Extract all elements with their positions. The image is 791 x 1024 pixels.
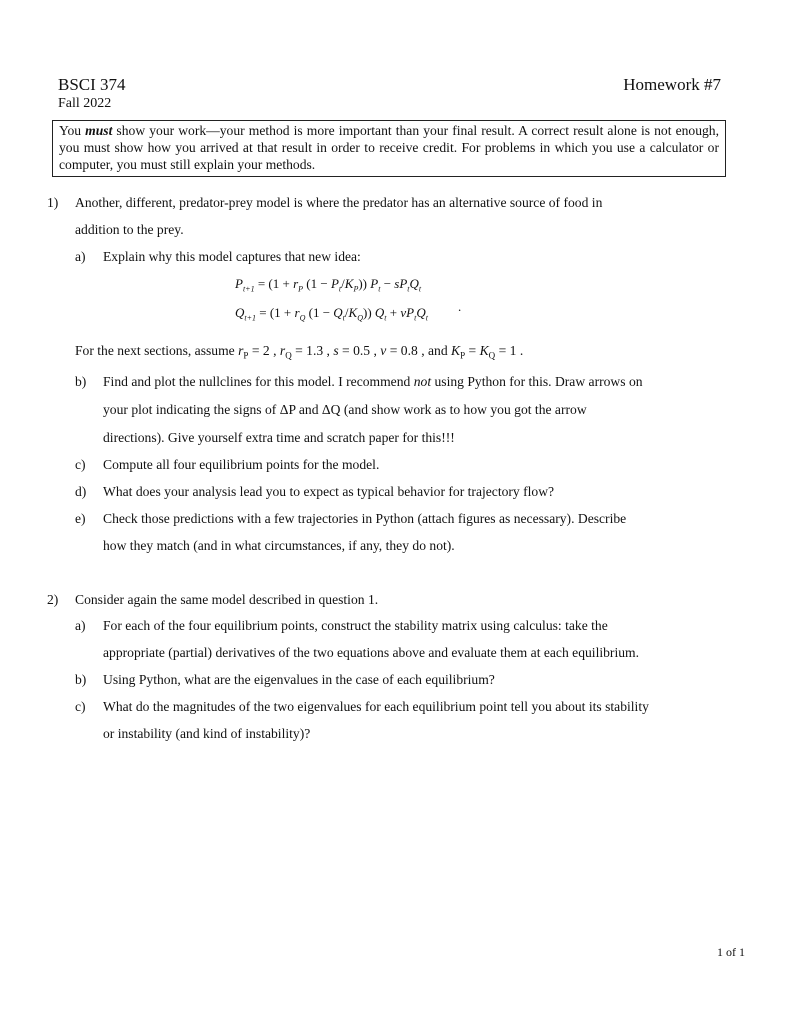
question-2-text: Consider again the same model described in question 1. [75, 592, 379, 607]
q1d-label: d) [75, 484, 87, 499]
q1c-text: Compute all four equilibrium points for the model. [103, 457, 380, 472]
question-1-number: 1) [47, 195, 59, 210]
parameter-assumptions: For the next sections, assume $r_P = 2$ , $r_Q = 1.3$ , s = 0.5 , v = 0.8 , and $K_P = K_Q = 1$ . [75, 343, 524, 361]
notice-emphasis: must [85, 123, 113, 138]
q1b-line-1: Find and plot the nullclines for this model. I recommend not using Python for this. Draw arrows on [103, 374, 643, 389]
equation-prey: $Q_{t+1} = (1 + r_Q$ $(1 - Q_t/K_Q)$) $Q_t + vP_tQ_t$ [235, 305, 428, 323]
q1e-line-1: Check those predictions with a few trajectories in Python (attach figures as necessary). Describe [103, 511, 627, 526]
q1e-line-2: how they match (and in what circumstances, if any, they do not). [103, 538, 455, 553]
equation-predator: $P_{t+1} = (1 + r_P$ $(1 - P_t/K_P)$) $P_t - sP_tQ_t$ [235, 276, 422, 294]
equation-period: . [458, 299, 462, 314]
q2c-line-1: What do the magnitudes of the two eigenvalues for each equilibrium point tell you about its stability [103, 699, 649, 714]
q1e-label: e) [75, 511, 86, 526]
q2c-line-2: or instability (and kind of instability)? [103, 726, 311, 741]
q2b-text: Using Python, what are the eigenvalues in the case of each equilibrium? [103, 672, 495, 687]
q1b-label: b) [75, 374, 87, 389]
q2a-line-2: appropriate (partial) derivatives of the two equations above and evaluate them at each equilibrium. [103, 645, 639, 660]
notice-text-rest: show your work—your method is more important than your final result. A correct result alone is not enough, you must show how you arrived at that result in order to receive credit. For problems in which you use a calculator or computer, you must still explain your methods. [59, 123, 719, 173]
q1b-line-3: directions). Give yourself extra time and scratch paper for this!!! [103, 430, 455, 445]
question-1-line-2: addition to the prey. [75, 222, 184, 237]
q1c-label: c) [75, 457, 86, 472]
page-number: 1 of 1 [717, 945, 745, 959]
term-label: Fall 2022 [58, 96, 112, 111]
q1a-label: a) [75, 249, 86, 264]
question-1-line-1: Another, different, predator-prey model is where the predator has an alternative source of food in [75, 195, 603, 210]
homework-title: Homework #7 [623, 75, 721, 94]
q2a-line-1: For each of the four equilibrium points, construct the stability matrix using calculus: take the [103, 618, 608, 633]
q2a-label: a) [75, 618, 86, 633]
question-2-number: 2) [47, 592, 59, 607]
q2c-label: c) [75, 699, 86, 714]
q1d-text: What does your analysis lead you to expect as typical behavior for trajectory flow? [103, 484, 555, 499]
q1a-text: Explain why this model captures that new idea: [103, 249, 361, 264]
q1b-line-2: your plot indicating the signs of ΔP and ΔQ (and show work as to how you got the arrow [103, 402, 587, 417]
course-code: BSCI 374 [58, 75, 126, 94]
q2b-label: b) [75, 672, 87, 687]
notice-text-start: You [59, 123, 86, 138]
instructions-box [52, 120, 726, 177]
